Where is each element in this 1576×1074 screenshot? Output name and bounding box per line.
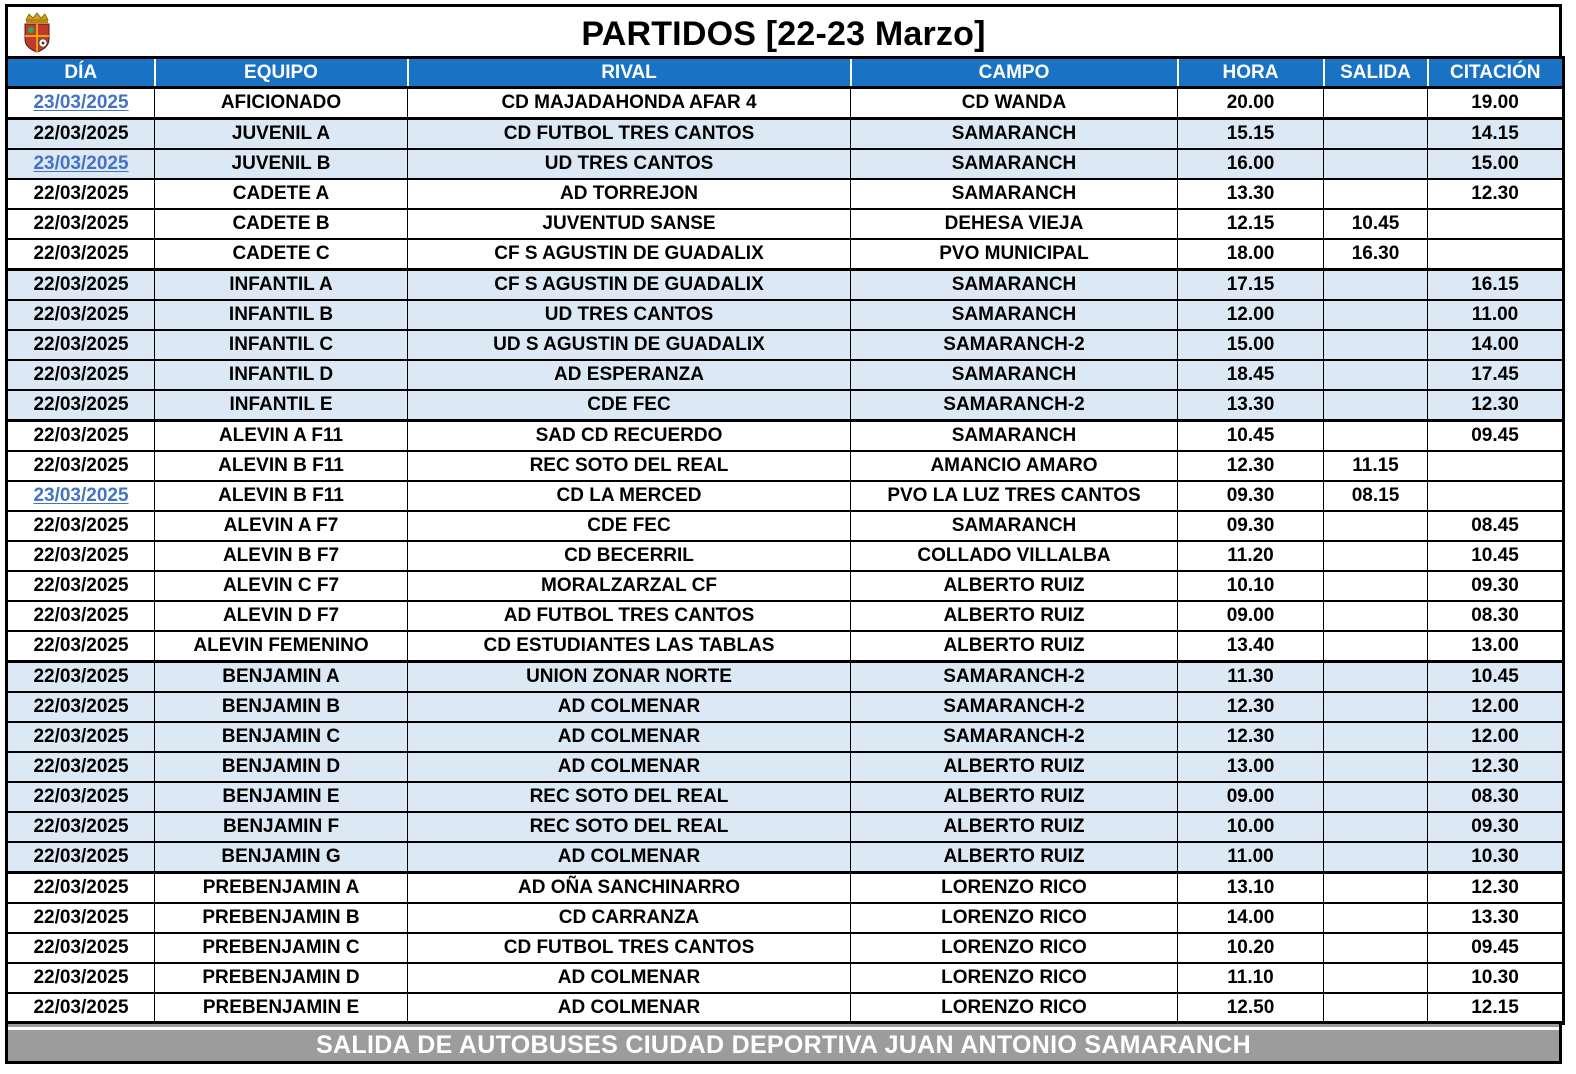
cell-equipo: PREBENJAMIN D [155,963,408,993]
table-row [7,842,1564,873]
cell-dia: 22/03/2025 [7,209,155,239]
cell-equipo: AFICIONADO [155,88,408,119]
cell-hora: 12.15 [1178,209,1324,239]
table-row [7,601,1564,631]
cell-hora: 12.30 [1178,451,1324,481]
cell-hora: 18.00 [1178,239,1324,270]
cell-equipo: JUVENIL B [155,149,408,179]
cell-rival: CDE FEC [408,390,851,421]
cell-hora: 10.45 [1178,421,1324,452]
cell-campo: SAMARANCH [851,179,1178,209]
cell-campo: ALBERTO RUIZ [851,812,1178,842]
cell-citacion: 09.45 [1428,933,1564,963]
cell-citacion [1428,209,1564,239]
cell-salida [1324,842,1428,873]
table-header-row [7,58,1564,88]
cell-equipo: CADETE B [155,209,408,239]
cell-hora: 13.30 [1178,179,1324,209]
cell-campo: ALBERTO RUIZ [851,752,1178,782]
cell-rival: REC SOTO DEL REAL [408,451,851,481]
cell-rival: CDE FEC [408,511,851,541]
cell-equipo: ALEVIN FEMENINO [155,631,408,662]
table-row [7,481,1564,511]
cell-rival: CF S AGUSTIN DE GUADALIX [408,270,851,301]
cell-dia: 23/03/2025 [7,149,155,179]
cell-citacion: 12.30 [1428,752,1564,782]
cell-hora: 15.15 [1178,119,1324,150]
cell-salida [1324,903,1428,933]
cell-equipo: CADETE A [155,179,408,209]
cell-dia: 22/03/2025 [7,239,155,270]
cell-dia: 22/03/2025 [7,179,155,209]
cell-rival: SAD CD RECUERDO [408,421,851,452]
cell-salida [1324,722,1428,752]
cell-rival: AD COLMENAR [408,993,851,1024]
cell-campo: SAMARANCH [851,149,1178,179]
cell-dia: 22/03/2025 [7,662,155,693]
cell-dia: 22/03/2025 [7,993,155,1024]
cell-citacion [1428,239,1564,270]
cell-citacion: 16.15 [1428,270,1564,301]
cell-hora: 09.00 [1178,601,1324,631]
cell-campo: PVO MUNICIPAL [851,239,1178,270]
cell-dia: 23/03/2025 [7,88,155,119]
table-row [7,933,1564,963]
table-row [7,421,1564,452]
bus-departure-banner [5,1021,1562,1064]
cell-salida [1324,782,1428,812]
cell-salida [1324,873,1428,904]
cell-rival: CD LA MERCED [408,481,851,511]
cell-hora: 09.30 [1178,481,1324,511]
cell-citacion: 13.00 [1428,631,1564,662]
cell-rival: AD TORREJON [408,179,851,209]
cell-hora: 09.30 [1178,511,1324,541]
cell-campo: SAMARANCH-2 [851,722,1178,752]
cell-rival: UD S AGUSTIN DE GUADALIX [408,330,851,360]
cell-equipo: BENJAMIN E [155,782,408,812]
cell-equipo: JUVENIL A [155,119,408,150]
cell-hora: 12.50 [1178,993,1324,1024]
cell-hora: 13.10 [1178,873,1324,904]
title-row [5,4,1562,56]
cell-citacion: 10.45 [1428,541,1564,571]
header-salida: SALIDA [1324,58,1428,88]
cell-rival: CD FUTBOL TRES CANTOS [408,933,851,963]
table-row [7,541,1564,571]
cell-salida [1324,541,1428,571]
cell-dia: 22/03/2025 [7,601,155,631]
cell-campo: PVO LA LUZ TRES CANTOS [851,481,1178,511]
cell-campo: LORENZO RICO [851,963,1178,993]
cell-campo: SAMARANCH [851,421,1178,452]
cell-campo: SAMARANCH [851,360,1178,390]
cell-rival: UNION ZONAR NORTE [408,662,851,693]
cell-salida: 16.30 [1324,239,1428,270]
cell-dia: 22/03/2025 [7,631,155,662]
table-row [7,782,1564,812]
cell-salida [1324,300,1428,330]
cell-citacion: 09.30 [1428,571,1564,601]
cell-dia: 22/03/2025 [7,873,155,904]
table-row [7,451,1564,481]
cell-hora: 12.00 [1178,300,1324,330]
cell-salida [1324,390,1428,421]
cell-campo: LORENZO RICO [851,903,1178,933]
fixtures-body [7,88,1564,1024]
cell-dia: 22/03/2025 [7,360,155,390]
cell-citacion: 08.30 [1428,782,1564,812]
cell-campo: LORENZO RICO [851,873,1178,904]
cell-equipo: BENJAMIN A [155,662,408,693]
cell-dia: 22/03/2025 [7,692,155,722]
cell-salida [1324,149,1428,179]
cell-rival: AD COLMENAR [408,692,851,722]
cell-dia: 22/03/2025 [7,812,155,842]
cell-hora: 11.10 [1178,963,1324,993]
cell-dia: 22/03/2025 [7,451,155,481]
cell-rival: CD CARRANZA [408,903,851,933]
header-dia: DÍA [7,58,155,88]
table-row [7,149,1564,179]
cell-citacion: 12.30 [1428,390,1564,421]
cell-salida [1324,963,1428,993]
table-row [7,179,1564,209]
cell-hora: 16.00 [1178,149,1324,179]
cell-salida: 08.15 [1324,481,1428,511]
cell-campo: ALBERTO RUIZ [851,842,1178,873]
cell-citacion: 10.45 [1428,662,1564,693]
cell-citacion: 10.30 [1428,842,1564,873]
cell-hora: 15.00 [1178,330,1324,360]
cell-equipo: PREBENJAMIN E [155,993,408,1024]
cell-salida [1324,631,1428,662]
cell-hora: 13.00 [1178,752,1324,782]
header-rival: RIVAL [408,58,851,88]
cell-campo: SAMARANCH-2 [851,692,1178,722]
cell-rival: REC SOTO DEL REAL [408,812,851,842]
cell-rival: CD FUTBOL TRES CANTOS [408,119,851,150]
cell-salida [1324,421,1428,452]
cell-rival: AD ESPERANZA [408,360,851,390]
cell-equipo: INFANTIL A [155,270,408,301]
cell-equipo: BENJAMIN C [155,722,408,752]
cell-citacion: 14.15 [1428,119,1564,150]
cell-equipo: PREBENJAMIN B [155,903,408,933]
cell-citacion [1428,481,1564,511]
cell-equipo: ALEVIN B F7 [155,541,408,571]
cell-citacion: 17.45 [1428,360,1564,390]
table-row [7,511,1564,541]
cell-equipo: CADETE C [155,239,408,270]
cell-equipo: BENJAMIN G [155,842,408,873]
cell-salida [1324,601,1428,631]
cell-equipo: BENJAMIN F [155,812,408,842]
header-citacion: CITACIÓN [1428,58,1564,88]
cell-equipo: ALEVIN A F7 [155,511,408,541]
cell-equipo: INFANTIL C [155,330,408,360]
cell-citacion: 11.00 [1428,300,1564,330]
cell-citacion: 12.15 [1428,993,1564,1024]
cell-dia: 22/03/2025 [7,842,155,873]
cell-dia: 22/03/2025 [7,511,155,541]
fixtures-table [5,56,1565,1025]
cell-citacion: 12.00 [1428,692,1564,722]
cell-salida [1324,812,1428,842]
table-row [7,390,1564,421]
cell-salida [1324,119,1428,150]
table-row [7,662,1564,693]
cell-hora: 11.00 [1178,842,1324,873]
cell-citacion: 09.45 [1428,421,1564,452]
cell-salida [1324,179,1428,209]
cell-campo: COLLADO VILLALBA [851,541,1178,571]
cell-citacion: 13.30 [1428,903,1564,933]
cell-salida [1324,88,1428,119]
cell-hora: 11.20 [1178,541,1324,571]
cell-rival: MORALZARZAL CF [408,571,851,601]
cell-equipo: BENJAMIN B [155,692,408,722]
table-row [7,300,1564,330]
table-row [7,752,1564,782]
cell-hora: 10.10 [1178,571,1324,601]
cell-citacion: 12.30 [1428,873,1564,904]
cell-campo: CD WANDA [851,88,1178,119]
cell-campo: SAMARANCH-2 [851,330,1178,360]
cell-salida [1324,752,1428,782]
cell-equipo: ALEVIN B F11 [155,481,408,511]
cell-rival: AD COLMENAR [408,752,851,782]
cell-dia: 22/03/2025 [7,541,155,571]
cell-hora: 11.30 [1178,662,1324,693]
cell-campo: ALBERTO RUIZ [851,571,1178,601]
cell-citacion: 12.30 [1428,179,1564,209]
cell-dia: 22/03/2025 [7,571,155,601]
cell-campo: SAMARANCH [851,511,1178,541]
cell-dia: 22/03/2025 [7,390,155,421]
table-row [7,993,1564,1024]
cell-equipo: PREBENJAMIN C [155,933,408,963]
cell-dia: 22/03/2025 [7,722,155,752]
cell-equipo: ALEVIN C F7 [155,571,408,601]
cell-citacion: 10.30 [1428,963,1564,993]
page-title: PARTIDOS [22-23 Marzo] [581,15,986,53]
cell-rival: AD OÑA SANCHINARRO [408,873,851,904]
cell-rival: CD BECERRIL [408,541,851,571]
table-row [7,88,1564,119]
cell-citacion: 19.00 [1428,88,1564,119]
cell-campo: AMANCIO AMARO [851,451,1178,481]
cell-citacion: 14.00 [1428,330,1564,360]
cell-dia: 22/03/2025 [7,421,155,452]
table-row [7,330,1564,360]
cell-salida: 11.15 [1324,451,1428,481]
cell-hora: 14.00 [1178,903,1324,933]
table-row [7,360,1564,390]
cell-dia: 22/03/2025 [7,330,155,360]
cell-campo: ALBERTO RUIZ [851,631,1178,662]
table-row [7,812,1564,842]
cell-equipo: ALEVIN A F11 [155,421,408,452]
cell-equipo: INFANTIL E [155,390,408,421]
cell-campo: LORENZO RICO [851,933,1178,963]
table-row [7,209,1564,239]
header-campo: CAMPO [851,58,1178,88]
cell-rival: AD COLMENAR [408,722,851,752]
cell-hora: 17.15 [1178,270,1324,301]
cell-rival: UD TRES CANTOS [408,149,851,179]
cell-dia: 22/03/2025 [7,933,155,963]
table-row [7,722,1564,752]
cell-hora: 13.30 [1178,390,1324,421]
cell-campo: SAMARANCH-2 [851,390,1178,421]
cell-salida [1324,571,1428,601]
cell-rival: AD COLMENAR [408,963,851,993]
cell-dia: 22/03/2025 [7,903,155,933]
cell-salida [1324,270,1428,301]
cell-campo: SAMARANCH [851,270,1178,301]
cell-equipo: BENJAMIN D [155,752,408,782]
cell-campo: DEHESA VIEJA [851,209,1178,239]
cell-dia: 23/03/2025 [7,481,155,511]
cell-equipo: ALEVIN D F7 [155,601,408,631]
cell-rival: JUVENTUD SANSE [408,209,851,239]
cell-campo: SAMARANCH-2 [851,662,1178,693]
cell-hora: 10.00 [1178,812,1324,842]
table-row [7,903,1564,933]
cell-salida [1324,993,1428,1024]
fixtures-sheet [5,4,1562,1025]
header-hora: HORA [1178,58,1324,88]
cell-hora: 09.00 [1178,782,1324,812]
cell-rival: CD MAJADAHONDA AFAR 4 [408,88,851,119]
table-row [7,270,1564,301]
cell-citacion [1428,451,1564,481]
table-row [7,571,1564,601]
table-row [7,873,1564,904]
cell-equipo: INFANTIL D [155,360,408,390]
cell-campo: SAMARANCH [851,119,1178,150]
cell-citacion: 08.45 [1428,511,1564,541]
header-equipo: EQUIPO [155,58,408,88]
table-row [7,119,1564,150]
cell-dia: 22/03/2025 [7,300,155,330]
cell-rival: AD COLMENAR [408,842,851,873]
cell-salida [1324,933,1428,963]
cell-hora: 10.20 [1178,933,1324,963]
cell-salida [1324,692,1428,722]
cell-rival: UD TRES CANTOS [408,300,851,330]
cell-dia: 22/03/2025 [7,752,155,782]
cell-rival: REC SOTO DEL REAL [408,782,851,812]
cell-salida [1324,330,1428,360]
cell-citacion: 12.00 [1428,722,1564,752]
cell-equipo: INFANTIL B [155,300,408,330]
cell-salida [1324,662,1428,693]
cell-salida: 10.45 [1324,209,1428,239]
cell-dia: 22/03/2025 [7,963,155,993]
cell-rival: AD FUTBOL TRES CANTOS [408,601,851,631]
cell-equipo: ALEVIN B F11 [155,451,408,481]
cell-hora: 12.30 [1178,692,1324,722]
cell-salida [1324,360,1428,390]
cell-dia: 22/03/2025 [7,270,155,301]
cell-rival: CD ESTUDIANTES LAS TABLAS [408,631,851,662]
table-row [7,239,1564,270]
cell-hora: 13.40 [1178,631,1324,662]
cell-hora: 20.00 [1178,88,1324,119]
cell-citacion: 15.00 [1428,149,1564,179]
cell-dia: 22/03/2025 [7,782,155,812]
cell-hora: 12.30 [1178,722,1324,752]
table-row [7,631,1564,662]
cell-citacion: 09.30 [1428,812,1564,842]
cell-hora: 18.45 [1178,360,1324,390]
cell-salida [1324,511,1428,541]
bus-departure-text: SALIDA DE AUTOBUSES CIUDAD DEPORTIVA JUAN ANTONIO SAMARANCH [316,1031,1251,1059]
table-row [7,692,1564,722]
cell-citacion: 08.30 [1428,601,1564,631]
cell-campo: ALBERTO RUIZ [851,601,1178,631]
cell-campo: LORENZO RICO [851,993,1178,1024]
cell-campo: SAMARANCH [851,300,1178,330]
table-row [7,963,1564,993]
cell-dia: 22/03/2025 [7,119,155,150]
cell-rival: CF S AGUSTIN DE GUADALIX [408,239,851,270]
cell-campo: ALBERTO RUIZ [851,782,1178,812]
cell-equipo: PREBENJAMIN A [155,873,408,904]
